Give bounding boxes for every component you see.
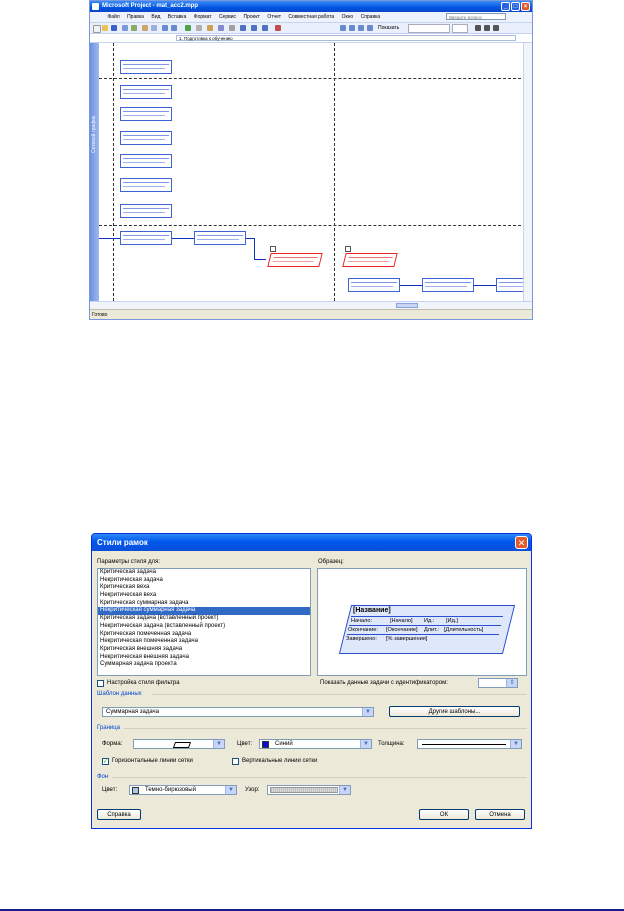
teal-swatch — [132, 787, 139, 794]
box-styles-dialog — [91, 533, 532, 829]
italic-icon[interactable] — [484, 25, 490, 31]
show-dropdown-label[interactable]: Показать — [378, 25, 400, 31]
template-combo-value: Суммарная задача — [106, 709, 160, 715]
horizontal-scroll-thumb[interactable] — [396, 303, 418, 308]
style-list-item[interactable]: Некритическая задача (вставленный проект) — [100, 622, 226, 629]
show-plus-icon[interactable] — [358, 25, 364, 31]
style-list-item[interactable]: Критическая веха — [100, 584, 150, 591]
group-separator — [152, 694, 527, 695]
outdent-icon[interactable] — [340, 25, 346, 31]
collapse-icon[interactable] — [270, 246, 276, 252]
chevron-down-icon[interactable]: ▼ — [213, 740, 224, 748]
split-icon[interactable] — [207, 25, 213, 31]
border-color-value: Синий — [275, 741, 293, 747]
task-node[interactable] — [120, 178, 172, 192]
thickness-combo[interactable] — [417, 739, 522, 749]
connector — [246, 238, 254, 239]
notes-icon[interactable] — [229, 25, 235, 31]
sample-label: Образец: — [318, 559, 344, 565]
vertical-scrollbar[interactable] — [523, 43, 532, 301]
chevron-down-icon[interactable]: ▼ — [510, 740, 521, 748]
pattern-swatch-icon — [270, 787, 338, 793]
sample-finish-label: Окончание: — [348, 627, 378, 633]
chevron-down-icon[interactable]: ▼ — [225, 786, 236, 794]
menu-format[interactable]: Формат — [193, 14, 212, 20]
dialog-title — [92, 534, 531, 551]
background-group-label: Фон — [97, 774, 109, 780]
border-color-label: Цвет: — [237, 741, 253, 747]
connector — [400, 285, 422, 286]
sample-finish-value: [Окончание] — [386, 627, 418, 633]
dialog-title-text: Стили рамок — [97, 538, 148, 547]
project-window — [89, 0, 533, 320]
template-group-label: Шаблон данных — [97, 691, 142, 697]
task-node[interactable] — [120, 107, 172, 121]
critical-summary-node[interactable] — [267, 253, 322, 267]
bg-color-combo[interactable] — [129, 785, 237, 795]
other-templates-button[interactable]: Другие шаблоны... — [389, 706, 520, 717]
horizontal-grid-checkbox[interactable]: ✓ — [103, 759, 109, 765]
size-combo[interactable] — [452, 24, 468, 33]
group-separator — [112, 777, 527, 778]
style-list-item[interactable]: Суммарная задача проекта — [100, 661, 177, 668]
preview-icon[interactable] — [131, 25, 137, 31]
style-list-item[interactable]: Критическая внешняя задача — [100, 645, 183, 652]
style-list-item[interactable]: Некритическая помеченная задача — [100, 638, 199, 645]
new-icon[interactable] — [93, 25, 101, 33]
task-node[interactable] — [422, 278, 474, 292]
connector — [172, 238, 194, 239]
underline-icon[interactable] — [493, 25, 499, 31]
ask-question-input[interactable]: Введите вопрос — [446, 13, 506, 20]
project-app-icon — [92, 3, 99, 10]
connector — [254, 259, 266, 260]
copy-icon[interactable] — [151, 25, 157, 31]
sample-complete-value: [% завершения] — [386, 636, 428, 642]
info-icon[interactable] — [218, 25, 224, 31]
task-node[interactable] — [120, 231, 172, 245]
critical-summary-node[interactable] — [342, 253, 397, 267]
style-list-item[interactable]: Некритическая внешняя задача — [100, 653, 189, 660]
zoom-in-icon[interactable] — [240, 25, 246, 31]
close-icon[interactable]: ✕ — [515, 536, 528, 549]
entry-field[interactable]: 1. Подготовка к обучению — [176, 35, 516, 41]
task-node[interactable] — [348, 278, 400, 292]
task-node[interactable] — [120, 60, 172, 74]
group-separator — [124, 728, 527, 729]
sample-preview — [317, 568, 527, 676]
font-combo[interactable] — [408, 24, 450, 33]
maximize-icon[interactable]: □ — [511, 2, 520, 11]
task-node[interactable] — [120, 154, 172, 168]
task-node[interactable] — [194, 231, 246, 245]
menu-file[interactable]: Файл — [107, 14, 120, 20]
minimize-icon[interactable]: _ — [501, 2, 510, 11]
blue-swatch — [262, 741, 269, 748]
task-id-spinner[interactable] — [478, 678, 518, 688]
style-list-item[interactable]: Критическая задача — [100, 569, 157, 575]
style-list-item[interactable]: Критическая суммарная задача — [100, 599, 189, 606]
filter-style-label: Настройка стиля фильтра — [107, 680, 180, 686]
indent-icon[interactable] — [349, 25, 355, 31]
style-list-item[interactable]: Критическая задача (вставленный проект) — [100, 615, 219, 622]
sample-name: [Название] — [353, 607, 391, 614]
connector — [99, 238, 120, 239]
page-break-line — [334, 43, 335, 301]
border-group-label: Граница — [97, 725, 121, 731]
template-combo[interactable] — [102, 707, 374, 717]
show-minus-icon[interactable] — [367, 25, 373, 31]
sample-duration-label: Длит.: — [424, 627, 440, 633]
sample-id-label: Ид.: — [424, 618, 435, 624]
page-break-line — [99, 78, 526, 79]
connector — [474, 285, 496, 286]
project-window-title: Microsoft Project - mat_acc2.mpp — [102, 3, 199, 9]
menu-edit[interactable]: Правка — [127, 14, 144, 20]
pattern-combo[interactable] — [267, 785, 351, 795]
style-list-item-selected[interactable]: Некритическая суммарная задача — [98, 607, 310, 615]
sample-duration-value: [Длительность] — [444, 627, 484, 633]
shape-combo[interactable] — [133, 739, 225, 749]
redo-icon[interactable] — [171, 25, 177, 31]
view-bar — [90, 43, 99, 301]
style-list[interactable] — [97, 568, 311, 676]
style-list-item[interactable]: Критическая помеченная задача — [100, 630, 192, 637]
pattern-label: Узор: — [245, 787, 260, 793]
vertical-grid-label: Вертикальные линии сетки — [242, 758, 318, 764]
help-button[interactable]: Справка — [97, 809, 141, 820]
sample-complete-label: Завершено: — [346, 636, 377, 642]
thin-line-icon — [422, 744, 506, 745]
view-bar-label: Сетевой график — [91, 115, 97, 153]
collapse-icon[interactable] — [345, 246, 351, 252]
entry-bar — [90, 34, 532, 43]
connector — [254, 238, 255, 260]
show-data-label: Показать данные задачи с идентификатором: — [320, 680, 448, 686]
goto-task-icon[interactable] — [262, 25, 268, 31]
bg-color-label: Цвет: — [102, 787, 118, 793]
menu-tools[interactable]: Сервис — [218, 14, 237, 20]
spinner-arrows-icon[interactable]: ⇕ — [506, 679, 517, 687]
menu-project[interactable]: Проект — [243, 14, 260, 20]
chevron-down-icon[interactable]: ▼ — [362, 708, 373, 716]
ok-button[interactable]: ОК — [419, 809, 469, 820]
menu-insert[interactable]: Вставка — [167, 14, 187, 20]
zoom-out-icon[interactable] — [251, 25, 257, 31]
style-list-item[interactable]: Некритическая веха — [100, 592, 157, 599]
page-break-line — [113, 43, 114, 301]
project-title-bar — [90, 1, 532, 12]
menu-view[interactable]: Вид — [151, 14, 161, 20]
horizontal-grid-label: Горизонтальные линии сетки — [112, 758, 193, 764]
menu-help[interactable]: Справка — [360, 14, 381, 20]
chevron-down-icon[interactable]: ▼ — [339, 786, 350, 794]
vertical-grid-checkbox[interactable] — [232, 758, 239, 765]
print-icon[interactable] — [122, 25, 128, 31]
cancel-button[interactable]: Отмена — [475, 809, 525, 820]
close-icon[interactable]: × — [521, 2, 530, 11]
sample-id-value: [Ид.] — [446, 618, 458, 624]
link-icon[interactable] — [185, 25, 191, 31]
sample-start-label: Начало: — [351, 618, 373, 624]
save-icon[interactable] — [111, 25, 117, 31]
border-color-combo[interactable] — [259, 739, 372, 749]
shape-label: Форма: — [102, 741, 123, 747]
network-diagram[interactable] — [99, 43, 526, 301]
cut-icon[interactable] — [142, 25, 148, 31]
project-menu-bar — [90, 12, 532, 23]
status-bar: Готово — [90, 309, 532, 320]
task-node[interactable] — [120, 204, 172, 218]
undo-icon[interactable] — [162, 25, 168, 31]
thickness-label: Толщина: — [378, 741, 405, 747]
filter-style-checkbox[interactable] — [97, 680, 104, 687]
task-node[interactable] — [120, 131, 172, 145]
menu-report[interactable]: Отчет — [267, 14, 282, 20]
chevron-down-icon[interactable]: ▼ — [360, 740, 371, 748]
page-break-line — [99, 225, 526, 226]
unlink-icon[interactable] — [196, 25, 202, 31]
project-toolbar — [90, 23, 532, 34]
menu-window[interactable]: Окно — [341, 14, 354, 20]
style-list-item[interactable]: Некритическая задача — [100, 576, 163, 583]
help-icon[interactable] — [275, 25, 281, 31]
bg-color-value: Темно-бирюзовый — [145, 787, 196, 793]
style-params-label: Параметры стиля для: — [97, 559, 161, 565]
menu-collaborate[interactable]: Совместная работа — [288, 14, 335, 20]
task-node[interactable] — [120, 85, 172, 99]
bold-icon[interactable] — [475, 25, 481, 31]
sample-start-value: [Начало] — [390, 618, 413, 624]
open-icon[interactable] — [102, 25, 108, 31]
parallelogram-icon — [173, 742, 191, 748]
